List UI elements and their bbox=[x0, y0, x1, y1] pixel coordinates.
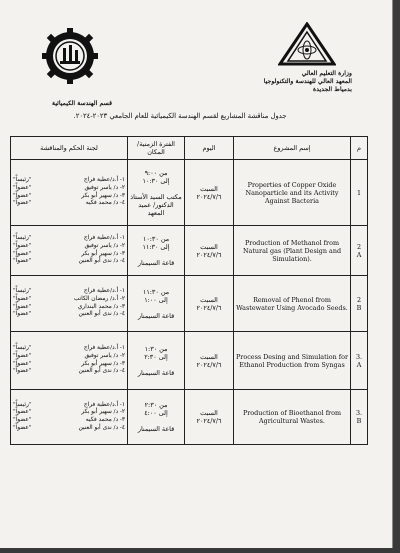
project-cell: Properties of Copper Oxide Nanoparticle and its Activity Against Bacteria bbox=[234, 160, 351, 226]
jury-member: ١- أ.د/عطية فراج bbox=[83, 401, 125, 408]
jury-role: "عضواً" bbox=[13, 424, 32, 431]
jury-role: "عضواً" bbox=[13, 409, 32, 416]
time-to: إلى ٤:٠٠ bbox=[144, 409, 168, 417]
place: قاعة السيمنار bbox=[137, 368, 175, 377]
project-cell: Process Desing and Simulation for Ethanol Production from Syngas bbox=[234, 332, 351, 390]
header-jury: لجنة الحكم والمناقشة bbox=[11, 137, 128, 160]
jury-cell bbox=[11, 160, 128, 226]
jury-member: ٤- د/ ندى أبو العنين bbox=[78, 258, 125, 265]
jury-role: "عضواً" bbox=[13, 242, 32, 249]
jury-cell bbox=[11, 332, 128, 390]
time-place-cell bbox=[128, 332, 185, 390]
day-cell bbox=[185, 276, 234, 332]
ministry-line: وزارة التعليم العالي bbox=[301, 70, 352, 77]
date: ٢٠٢٤/٧/٦ bbox=[196, 360, 222, 369]
document-title: جدول مناقشة المشاريع لقسم الهندسة الكيميائية للعام الجامعي ٢٠٢٣-٢٠٢٤. bbox=[73, 112, 287, 120]
day: السبت bbox=[200, 184, 218, 193]
table-row bbox=[11, 332, 368, 390]
jury-role: "عضواً" bbox=[13, 360, 32, 367]
time-from: من ١١:٣٠ bbox=[142, 287, 170, 296]
jury-member: ٤- د/ ندى أبو العنين bbox=[78, 311, 125, 318]
jury-role: "عضواً" bbox=[13, 200, 32, 207]
time-place-cell bbox=[128, 226, 185, 276]
jury-member: ١- أ.د/عطية فراج bbox=[83, 177, 125, 184]
date: ٢٠٢٤/٧/٦ bbox=[196, 192, 222, 201]
day-cell bbox=[185, 226, 234, 276]
institute-line: المعهد العالي للهندسة والتكنولوجيا bbox=[263, 78, 352, 85]
row-number: 2 B bbox=[351, 276, 368, 332]
institute-logo-icon bbox=[278, 22, 336, 66]
jury-role: "عضواً" bbox=[13, 352, 32, 359]
day-cell bbox=[185, 332, 234, 390]
row-number: 2 A bbox=[351, 226, 368, 276]
jury-role: "عضواً" bbox=[13, 417, 32, 423]
day-cell bbox=[185, 160, 234, 226]
jury-cell bbox=[11, 226, 128, 276]
jury-role: "عضواً" bbox=[13, 311, 32, 318]
jury-role: "عضواً" bbox=[13, 184, 32, 191]
jury-cell bbox=[11, 390, 128, 445]
table-row bbox=[11, 276, 368, 332]
jury-member: ٣- د/ محمد فكيه bbox=[85, 417, 125, 423]
jury-role: "عضواً" bbox=[13, 258, 32, 265]
schedule-table bbox=[10, 136, 368, 445]
header-time-place: الفترة الزمنية/ المكان bbox=[128, 137, 185, 160]
row-number: 3. B bbox=[351, 390, 368, 445]
jury-role: "رئيساً" bbox=[13, 235, 32, 242]
table-row bbox=[11, 160, 368, 226]
jury-member: ٢- د/ ياسر توفيق bbox=[84, 184, 125, 191]
project-cell: Production of Bioethanol from Agricultural Wastes. bbox=[234, 390, 351, 445]
time-place-cell bbox=[128, 160, 185, 226]
jury-member: ٣- د/ سهير أبو بكر bbox=[81, 360, 125, 367]
time-from: من ١٠:٣٠ bbox=[142, 234, 170, 243]
jury-member: ٤- د/ محمد فكيه bbox=[85, 200, 125, 207]
table-row bbox=[11, 390, 368, 445]
jury-role: "عضواً" bbox=[13, 295, 32, 302]
day: السبت bbox=[200, 295, 218, 304]
header-num: م bbox=[351, 137, 368, 160]
jury-member: ١- أ.د/عطية فراج bbox=[83, 288, 125, 295]
time-to: إلى ٢:٣٠ bbox=[144, 352, 168, 361]
time-to: إلى ١١:٣٠ bbox=[142, 242, 170, 251]
place: قاعة السيمنار bbox=[137, 258, 175, 267]
jury-role: "عضواً" bbox=[13, 192, 32, 199]
jury-cell bbox=[11, 276, 128, 332]
jury-member: ١- أ.د/عطية فراج bbox=[83, 235, 125, 242]
jury-member: ١- أ.د/عطية فراج bbox=[83, 345, 125, 352]
table-header-row bbox=[11, 137, 368, 160]
row-number: 3. A bbox=[351, 332, 368, 390]
project-cell: Production of Methanol from Natural gas (Plant Design and Simulation). bbox=[234, 226, 351, 276]
time-from: من ١:٣٠ bbox=[144, 344, 168, 353]
jury-role: "رئيساً" bbox=[13, 345, 32, 352]
jury-member: ٢- د/ سهير أبو بكر bbox=[81, 409, 125, 416]
place: مكتب السيد الأستاذ الدكتور/ عميد المعهد bbox=[130, 192, 182, 217]
project-cell: Removal of Phenol from Wastewater Using Avocado Seeds. bbox=[234, 276, 351, 332]
time-place-cell bbox=[128, 276, 185, 332]
department-name: قسم الهندسة الكيميائية bbox=[52, 100, 113, 107]
ministry-header bbox=[232, 70, 352, 94]
city-line: بدمياط الجديدة bbox=[313, 86, 352, 93]
place: قاعة السيمنار bbox=[137, 425, 175, 433]
row-number: 1 bbox=[351, 160, 368, 226]
place: قاعة السيمنار bbox=[137, 311, 175, 320]
jury-member: ٤- د/ ندى أبو العنين bbox=[78, 424, 125, 431]
table-row bbox=[11, 226, 368, 276]
jury-member: ٣- د/ سهير أبو بكر bbox=[81, 250, 125, 257]
day: السبت bbox=[200, 242, 218, 251]
date: ٢٠٢٤/٧/٦ bbox=[196, 303, 222, 312]
jury-role: "رئيساً" bbox=[13, 401, 32, 408]
jury-member: ٤- د/ ندى أبو العنين bbox=[78, 368, 125, 375]
header-day: اليوم bbox=[185, 137, 234, 160]
date: ٢٠٢٤/٧/٦ bbox=[196, 250, 222, 259]
jury-member: ٣- د/ سهير أبو بكر bbox=[81, 192, 125, 199]
jury-role: "رئيساً" bbox=[13, 177, 32, 184]
jury-member: ٢- د/ ياسر توفيق bbox=[84, 242, 125, 249]
jury-role: "عضواً" bbox=[13, 303, 32, 310]
gear-logo-icon bbox=[36, 28, 104, 84]
time-from: من ٢:٣٠ bbox=[144, 401, 168, 409]
jury-member: ٣- د/ محمد البنداري bbox=[77, 303, 125, 310]
day: السبت bbox=[200, 409, 218, 417]
time-to: إلى ١٠:٣٠ bbox=[142, 176, 170, 185]
header-project: إسم المشروع bbox=[234, 137, 351, 160]
time-place-cell bbox=[128, 390, 185, 445]
day-cell bbox=[185, 390, 234, 445]
jury-role: "عضواً" bbox=[13, 368, 32, 375]
jury-member: ٢- د/ ياسر توفيق bbox=[84, 352, 125, 359]
jury-role: "رئيساً" bbox=[13, 288, 32, 295]
time-to: إلى ١:٠٠ bbox=[144, 295, 168, 304]
day: السبت bbox=[200, 352, 218, 361]
jury-role: "عضواً" bbox=[13, 250, 32, 257]
jury-member: ٢- أ.د/ رمضان الكاتب bbox=[73, 295, 125, 302]
time-from: من ٩:٠٠ bbox=[144, 168, 168, 177]
date: ٢٠٢٤/٧/٦ bbox=[196, 417, 222, 425]
